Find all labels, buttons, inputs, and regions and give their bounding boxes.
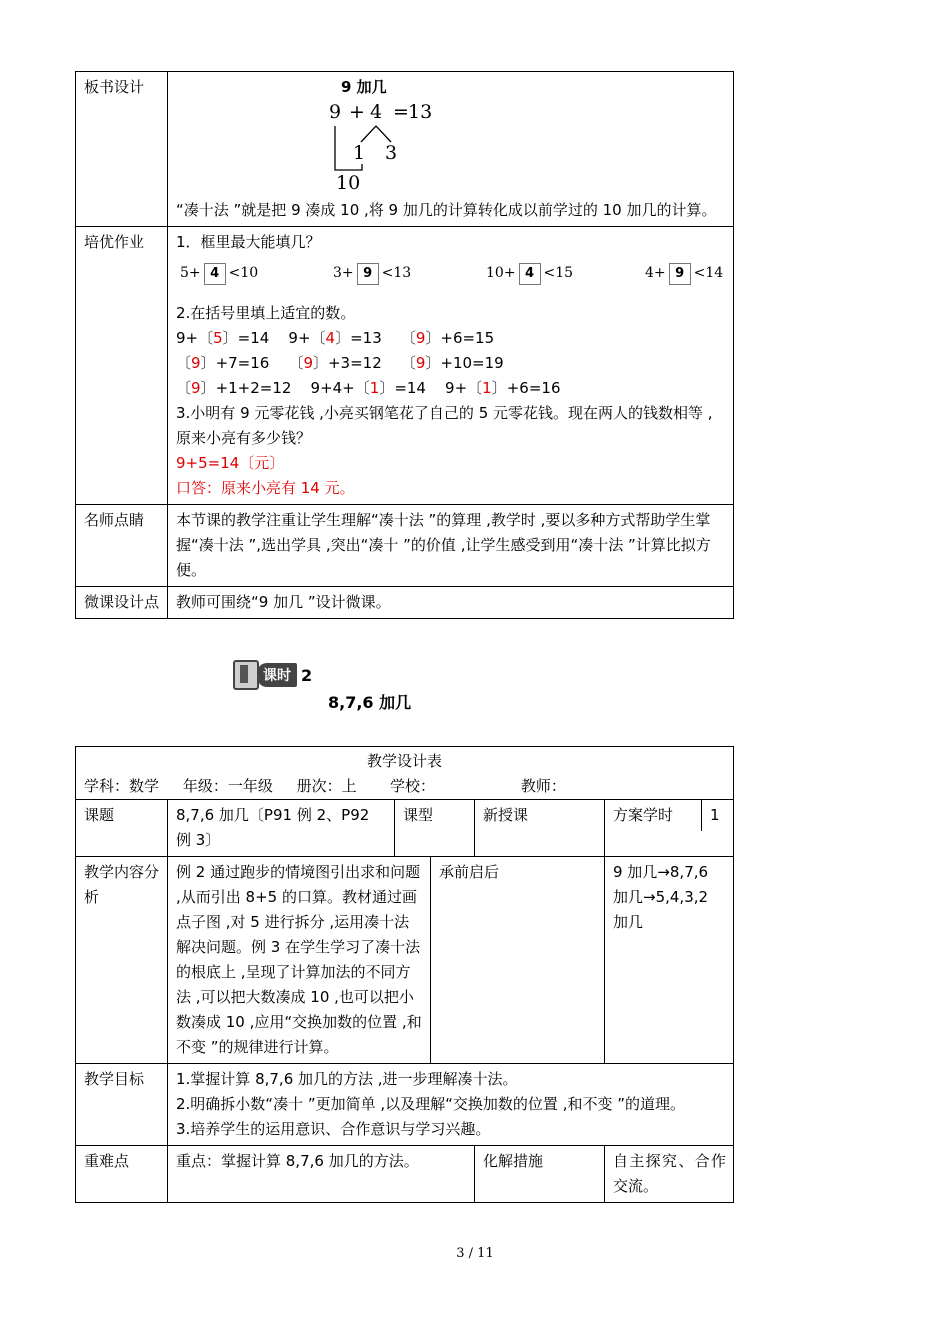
table-row-analysis (76, 857, 734, 1064)
q3-calculation: 9+5=14〔元〕 (176, 454, 285, 472)
analysis-text: 例 2 通过跑步的情境图引出求和问题 ,从而引出 8+5 的口算。教材通过画点子图 ,对 5 进行拆分 ,运用凑十法解决问题。例 3 在学生学习了凑十法的根底上 ,呈现了计算加法的不同方法 ,可以把大数凑成 10 ,也可以把小数凑成 10 ,应用“交换加数的位置 ,和不变 ”的规律进行计算。 (168, 857, 431, 1064)
row-label: 培优作业 (76, 227, 168, 505)
row-label: 教学目标 (76, 1064, 168, 1146)
difficulty-value: 重点：掌握计算 8,7,6 加几的方法。 (168, 1146, 475, 1203)
row-label: 重难点 (76, 1146, 168, 1203)
diagram-split-left: 1 (353, 142, 366, 164)
lesson-badge-label: 课时 (257, 663, 297, 687)
fill-box-item: 5+ 4 <10 (180, 261, 258, 286)
tips-text: 本节课的教学注重让学生理解“凑十法 ”的算理 ,教学时 ,要以多种方式帮助学生掌握“凑十法 ”,选出学具 ,突出“凑十 ”的价值 ,让学生感受到用“凑十法 ”计算比拟方便。 (168, 505, 734, 587)
lesson-table-1 (75, 71, 734, 619)
homework-cell (168, 227, 734, 505)
goal-item: 3.培养学生的运用意识、合作意识与学习兴趣。 (176, 1120, 491, 1138)
table-row-tips (76, 505, 734, 587)
table-row-homework (76, 227, 734, 505)
row-label: 名师点睛 (76, 505, 168, 587)
table-info: 学科：数学 年级：一年级 册次：上 学校： 教师： (84, 777, 566, 795)
diagram-ten: 10 (336, 172, 361, 194)
page-number: 3 / 11 (456, 1246, 494, 1261)
type-value: 新授课 (475, 800, 605, 857)
q2-line: 〔9〕+7=16 〔9〕+3=12 〔9〕+10=19 (176, 354, 504, 372)
row-label: 板书设计 (76, 72, 168, 227)
table-row-micro (76, 587, 734, 619)
table-title: 教学设计表 (366, 752, 442, 770)
fill-box-item: 3+ 9 <13 (333, 261, 411, 286)
diagram-plus: + (349, 101, 365, 123)
link-value: 9 加几→8,7,6 加几→5,4,3,2 加几 (605, 857, 734, 1064)
goal-item: 2.明确拆小数“凑十 ”更加简单 ,以及理解“交换加数的位置 ,和不变 ”的道理。 (176, 1095, 686, 1113)
question-3: 3.小明有 9 元零花钱 ,小亮买钢笔花了自己的 5 元零花钱。现在两人的钱数相等 ,原来小亮有多少钱？ (176, 404, 713, 447)
answer-box: 4 (519, 263, 541, 285)
type-label: 课型 (395, 800, 475, 857)
diagram-result: 13 (408, 101, 433, 123)
lesson-badge (233, 660, 312, 690)
table-row-board (76, 72, 734, 227)
topic-value: 8,7,6 加几〔P91 例 2、P92 例 3〕 (168, 800, 395, 857)
diagram-addend-b: 4 (370, 101, 383, 123)
q2-line: 9+〔5〕=14 9+〔4〕=13 〔9〕+6=15 (176, 329, 495, 347)
table-title-row (76, 747, 734, 800)
fill-box-item: 10+ 4 <15 (486, 261, 573, 286)
answer-box: 4 (204, 263, 226, 285)
diagram-addend-a: 9 (329, 101, 342, 123)
measure-label: 化解措施 (475, 1146, 605, 1203)
q3-answer: 口答：原来小亮有 14 元。 (176, 479, 355, 497)
table-header-cell (76, 747, 734, 800)
goal-item: 1.掌握计算 8,7,6 加几的方法 ,进一步理解凑十法。 (176, 1070, 518, 1088)
fill-box-row (176, 255, 726, 291)
diagram-equals: = (393, 101, 409, 123)
book-icon (233, 660, 259, 690)
fill-box-item: 4+ 9 <14 (645, 261, 723, 286)
row-label: 教学内容分析 (76, 857, 168, 1064)
diagram-title: 9 加几 (341, 78, 387, 96)
table-row-goals (76, 1064, 734, 1146)
table-row-difficulty (76, 1146, 734, 1203)
lesson-title: 8,7,6 加几 (328, 693, 412, 712)
lesson-table-2 (75, 746, 734, 1203)
table-row-topic (76, 800, 734, 857)
board-design-cell (168, 72, 734, 227)
hours-cell (605, 800, 734, 857)
split-diagram (176, 100, 726, 198)
micro-text: 教师可围绕“9 加几 ”设计微课。 (168, 587, 734, 619)
make-ten-diagram (316, 96, 476, 194)
answer-box: 9 (669, 263, 691, 285)
question-2: 2.在括号里填上适宜的数。 (176, 304, 356, 322)
question-1: 1．框里最大能填几？ (176, 233, 321, 251)
board-explanation: “凑十法 ”就是把 9 凑成 10 ,将 9 加几的计算转化成以前学过的 10 加几的计算。 (176, 201, 717, 219)
lesson-badge-number: 2 (301, 665, 313, 685)
measure-value: 自主探究、合作交流。 (605, 1146, 734, 1203)
hours-value: 1 (710, 806, 720, 824)
answer-box: 9 (357, 263, 379, 285)
goals-cell (168, 1064, 734, 1146)
diagram-split-right: 3 (385, 142, 398, 164)
row-label: 课题 (76, 800, 168, 857)
hours-label: 方案学时 (605, 800, 702, 831)
row-label: 微课设计点 (76, 587, 168, 619)
link-label: 承前启后 (431, 857, 605, 1064)
q2-line: 〔9〕+1+2=12 9+4+〔1〕=14 9+〔1〕+6=16 (176, 379, 561, 397)
